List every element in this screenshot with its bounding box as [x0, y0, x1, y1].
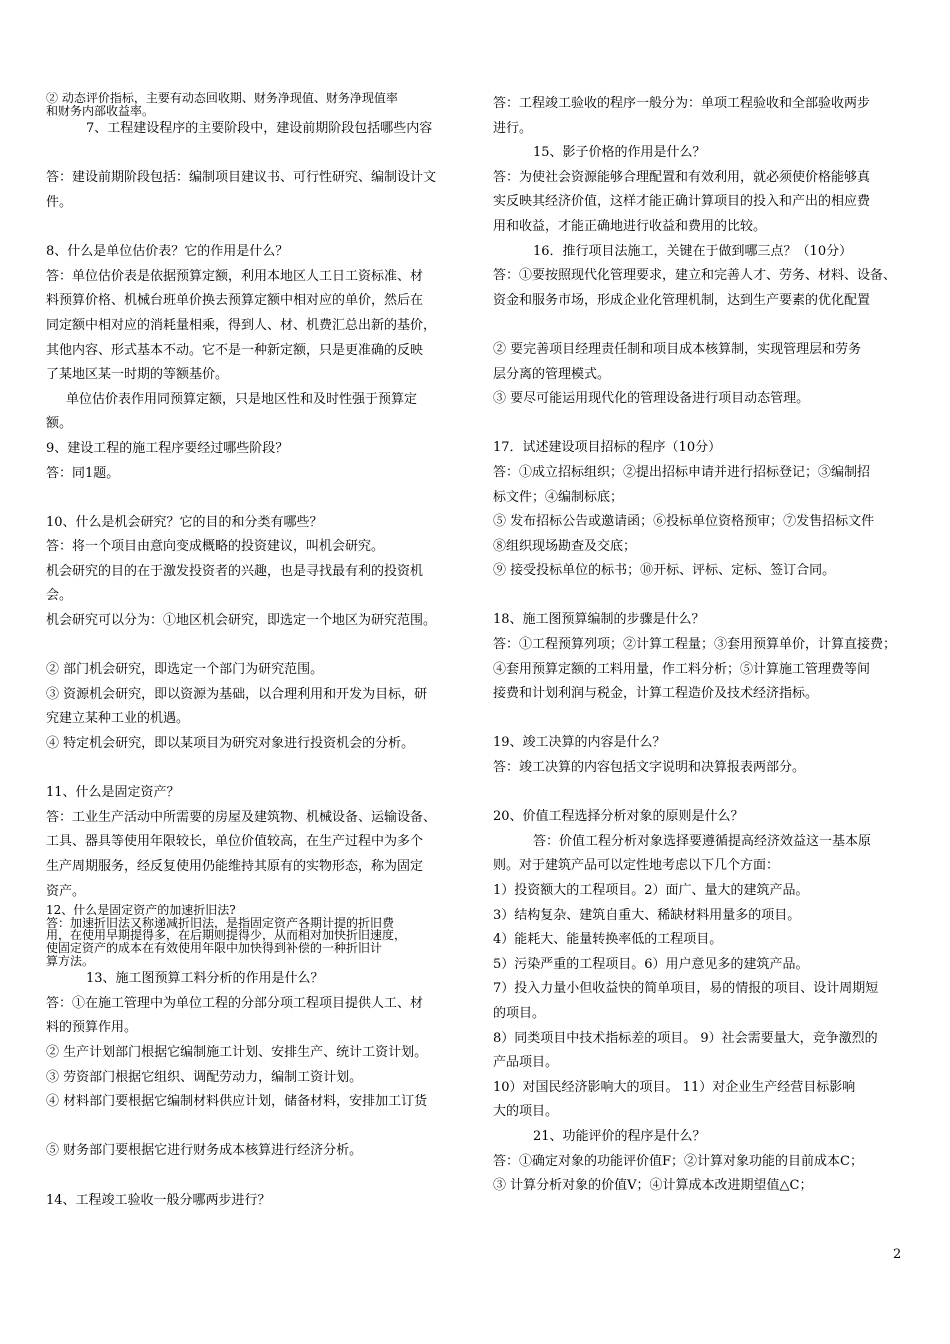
text-line: 答：价值工程分析对象选择要遵循提高经济效益这一基本原 — [533, 833, 872, 849]
text-line: 进行。 — [493, 120, 533, 136]
text-line: 则。对于建筑产品可以定性地考虑以下几个方面： — [493, 858, 780, 874]
text-line: ② 动态评价指标，主要有动态回收期、财务净现值、财务净现值率 — [46, 92, 398, 105]
text-line: 答：①成立招标组织；②提出招标申请并进行招标登记；③编制招 — [493, 464, 871, 480]
text-line: 答：同1题。 — [46, 465, 120, 481]
text-line: 答：①要按照现代化管理要求，建立和完善人才、劳务、材料、设备、 — [493, 268, 897, 284]
blank-line — [493, 707, 913, 732]
text-line: 9、建设工程的施工程序要经过哪些阶段？ — [46, 440, 289, 456]
text-line: 产品项目。 — [493, 1055, 559, 1071]
text-line: 答：加速折旧法又称递减折旧法，是指固定资产各期计提的折旧费 — [46, 916, 395, 930]
text-line: ④套用预算定额的工料用量，作工料分析；⑤计算施工管理费等间 — [493, 661, 871, 677]
text-line: ⑤ 财务部门要根据它进行财务成本核算进行经济分析。 — [46, 1143, 363, 1159]
text-line: 7、工程建设程序的主要阶段中，建设前期阶段包括哪些内容 — [86, 121, 433, 137]
text-line: 其他内容、形式基本不动。它不是一种新定额，只是更准确的反映 — [46, 342, 424, 358]
text-line: 8）同类项目中技术指标差的项目。 9）社会需要量大，竞争激烈的 — [493, 1030, 878, 1046]
text-line: 3）结构复杂、建筑自重大、稀缺材料用量多的项目。 — [493, 907, 801, 923]
dense-paragraph — [46, 904, 468, 967]
text-line: 工具、器具等使用年限较长，单位价值较高，在生产过程中为多个 — [46, 834, 424, 850]
text-line: ③ 劳资部门根据它组织、调配劳动力，编制工资计划。 — [46, 1069, 363, 1085]
text-line: 和财务内部收益率。 — [46, 104, 155, 118]
text-line: 答：①在施工管理中为单位工程的分部分项工程项目提供人工、材 — [46, 995, 424, 1011]
text-line: 资金和服务市场，形成企业化管理机制，达到生产要素的优化配置 — [493, 292, 871, 308]
blank-line — [493, 781, 913, 806]
blank-line — [46, 1164, 468, 1189]
blank-line — [493, 412, 913, 437]
text-line: 会。 — [46, 588, 73, 604]
text-line: 8、什么是单位估价表？它的作用是什么？ — [46, 244, 289, 260]
blank-line — [493, 313, 913, 338]
text-line: ③ 要尽可能运用现代化的管理设备进行项目动态管理。 — [493, 391, 810, 407]
text-line: ⑨ 接受投标单位的标书；⑩开标、评标、定标、签订合同。 — [493, 563, 836, 579]
text-line: 10）对国民经济影响大的项目。 11）对企业生产经营目标影响 — [493, 1079, 856, 1095]
blank-line — [46, 216, 468, 241]
text-line: 7）投入力量小但收益快的简单项目，易的情报的项目、设计周期短 — [493, 981, 879, 997]
text-line: 19、竣工决算的内容是什么？ — [493, 735, 666, 751]
text-line: 料预算价格、机械台班单价换去预算定额中相对应的单价，然后在 — [46, 293, 424, 309]
text-line: 算方法。 — [46, 954, 95, 968]
text-line: ④ 材料部门要根据它编制材料供应计划，储备材料，安排加工订货 — [46, 1094, 428, 1110]
text-line: ③ 资源机会研究，即以资源为基础，以合理利用和开发为目标，研 — [46, 686, 428, 702]
blank-line — [46, 757, 468, 782]
text-line: 答：建设前期阶段包括：编制项目建议书、可行性研究、编制设计文 — [46, 170, 437, 186]
text-line: ⑧组织现场勘查及交底； — [493, 538, 637, 554]
text-line: 实反映其经济价值，这样才能正确计算项目的投入和产出的相应费 — [493, 194, 871, 210]
text-line: 16．推行项目法施工，关键在于做到哪三点？（10分） — [533, 243, 853, 259]
text-line: 17．试述建设项目招标的程序（10分） — [493, 440, 722, 456]
text-line: 了某地区某一时期的等额基价。 — [46, 367, 229, 383]
text-line: 机会研究的目的在于激发投资者的兴趣，也是寻找最有利的投资机 — [46, 563, 424, 579]
text-line: 14、工程竣工验收一般分哪两步进行？ — [46, 1192, 271, 1208]
text-line: 层分离的管理模式。 — [493, 366, 611, 382]
text-line: 答：工业生产活动中所需要的房屋及建筑物、机械设备、运输设备、 — [46, 809, 437, 825]
text-line: 标文件；④编制标底； — [493, 489, 624, 505]
text-line: 答：①确定对象的功能评价值F；②计算对象功能的目前成本C； — [493, 1153, 863, 1169]
text-line: 机会研究可以分为：①地区机会研究，即选定一个地区为研究范围。 — [46, 613, 437, 629]
text-line: 用和收益，才能正确地进行收益和费用的比较。 — [493, 218, 767, 234]
text-line: 4）能耗大、能量转换率低的工程项目。 — [493, 932, 723, 948]
text-line: 同定额中相对应的消耗量相乘，得到人、材、机费汇总出新的基价， — [46, 317, 437, 333]
text-line: 资产。 — [46, 883, 86, 899]
text-line: 12、什么是固定资产的加速折旧法? — [46, 904, 236, 917]
text-line: 18、施工图预算编制的步骤是什么？ — [493, 612, 705, 628]
text-line: 15、影子价格的作用是什么？ — [533, 145, 706, 161]
text-line: ② 部门机会研究，即选定一个部门为研究范围。 — [46, 662, 324, 678]
page-number: 2 — [893, 1247, 902, 1262]
text-line: ② 要完善项目经理责任制和项目成本核算制，实现管理层和劳务 — [493, 341, 862, 357]
text-line: 答：竣工决算的内容包括文字说明和决算报表两部分。 — [493, 760, 806, 776]
text-line: 使固定资产的成本在有效使用年限中加快得到补偿的一种折旧计 — [46, 941, 383, 955]
blank-line — [46, 1115, 468, 1140]
left-column — [46, 92, 468, 1213]
text-line: 究建立某种工业的机遇。 — [46, 711, 190, 727]
text-line: 接费和计划利润与税金，计算工程造价及技术经济指标。 — [493, 686, 819, 702]
text-line: 21、功能评价的程序是什么？ — [533, 1128, 706, 1144]
blank-line — [46, 142, 468, 167]
text-line: 20、价值工程选择分析对象的原则是什么？ — [493, 809, 744, 825]
text-line: 生产周期服务，经反复使用仍能维持其原有的实物形态，称为固定 — [46, 859, 424, 874]
text-line: 大的项目。 — [493, 1104, 559, 1120]
text-line: 5）污染严重的工程项目。6）用户意见多的建筑产品。 — [493, 956, 809, 972]
text-line: 答：①工程预算列项；②计算工程量；③套用预算单价，计算直接费； — [493, 637, 897, 653]
text-line: 件。 — [46, 194, 73, 210]
text-line: 10、什么是机会研究？它的目的和分类有哪些？ — [46, 514, 323, 530]
text-line: 答：工程竣工验收的程序一般分为：单项工程验收和全部验收两步 — [493, 96, 871, 111]
dense-paragraph — [46, 92, 468, 117]
text-line: 11、什么是固定资产？ — [46, 785, 180, 801]
text-line: 13、施工图预算工料分析的作用是什么？ — [86, 971, 324, 987]
text-line: 答：将一个项目由意向变成概略的投资建议，叫机会研究。 — [46, 539, 385, 555]
text-line: ⑤ 发布招标公告或邀请函；⑥投标单位资格预审；⑦发售招标文件 — [493, 514, 875, 530]
text-line: 的项目。 — [493, 1005, 546, 1021]
blank-line — [493, 584, 913, 609]
text-line: 答：单位估价表是依据预算定额，利用本地区人工日工资标准、材 — [46, 268, 424, 284]
text-line: 额。 — [46, 416, 73, 432]
blank-line — [46, 486, 468, 511]
text-line: 1）投资额大的工程项目。2）面广、量大的建筑产品。 — [493, 883, 809, 898]
right-column — [493, 92, 913, 1199]
text-line: ④ 特定机会研究，即以某项目为研究对象进行投资机会的分析。 — [46, 736, 415, 752]
text-line: 料的预算作用。 — [46, 1020, 138, 1036]
blank-line — [46, 634, 468, 659]
text-line: ③ 计算分析对象的价值V；④计算成本改进期望值△C； — [493, 1178, 813, 1194]
text-line: 答：为使社会资源能够合理配置和有效利用，就必须使价格能够真 — [493, 169, 871, 185]
text-line: 单位估价表作用同预算定额，只是地区性和及时性强于预算定 — [66, 391, 418, 407]
text-line: 用，在使用早期提得多，在后期则提得少，从而相对加快折旧速度， — [46, 929, 407, 942]
text-line: ② 生产计划部门根据它编制施工计划、安排生产、统计工资计划。 — [46, 1044, 428, 1060]
